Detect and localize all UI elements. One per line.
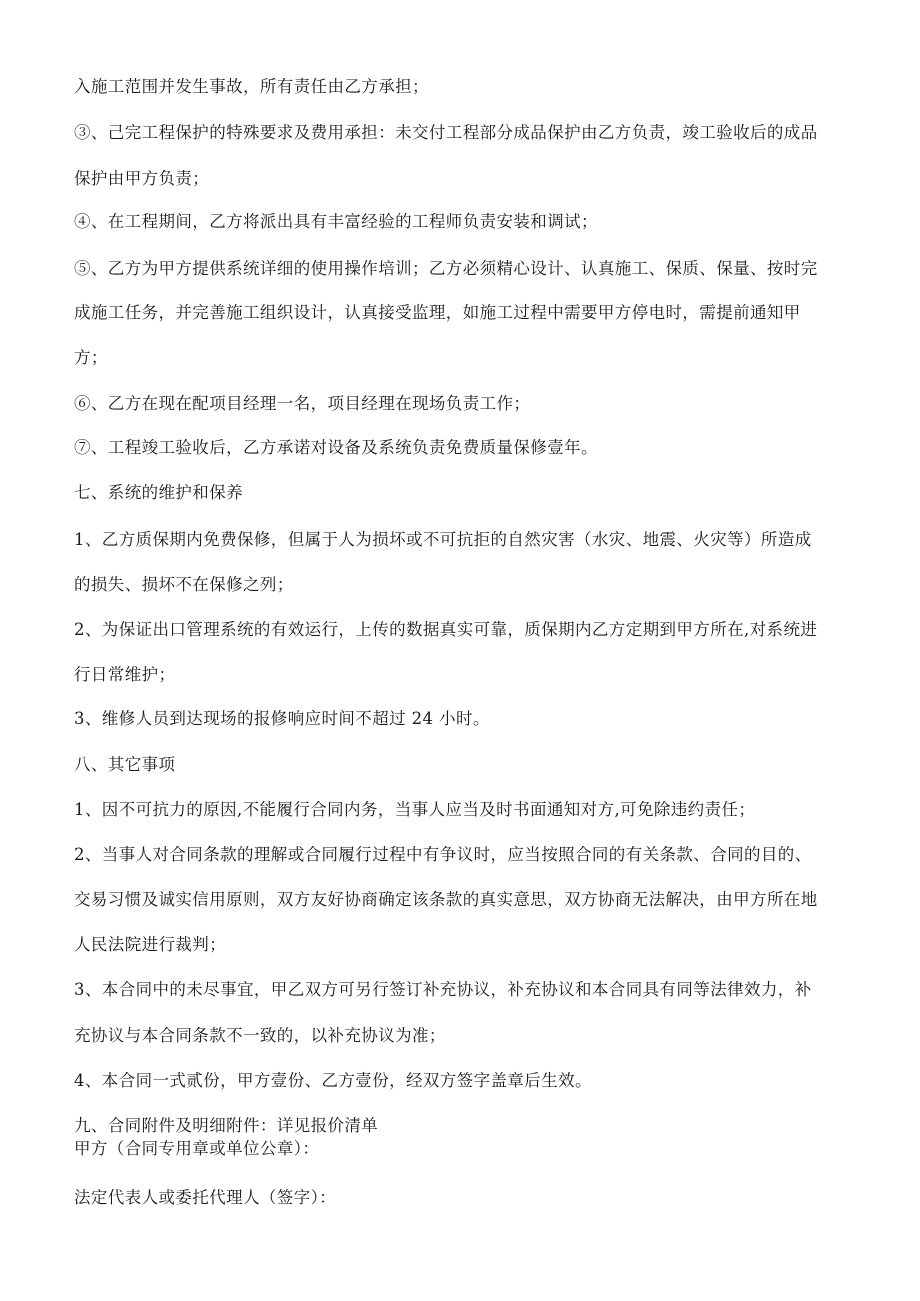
clause-item: 2、为保证出口管理系统的有效运行，上传的数据真实可靠，质保期内乙方定期到甲方所在,对系统进 bbox=[74, 620, 818, 639]
clause-item: 1、因不可抗力的原因,不能履行合同内务，当事人应当及时书面通知对方,可免除违约责任； bbox=[74, 800, 756, 819]
clause-item: 3、本合同中的未尽事宜，甲乙双方可另行签订补充协议，补充协议和本合同具有同等法律效力，补 bbox=[74, 980, 812, 999]
clause-item: 4、本合同一式贰份，甲方壹份、乙方壹份，经双方签字盖章后生效。 bbox=[74, 1071, 592, 1090]
signature-label-party-a: 甲方（合同专用章或单位公章）： bbox=[74, 1139, 320, 1158]
clause-item: ③、己完工程保护的特殊要求及费用承担：未交付工程部分成品保护由乙方负责，竣工验收后的成品 bbox=[74, 123, 818, 142]
clause-item: 2、当事人对合同条款的理解或合同履行过程中有争议时，应当按照合同的有关条款、合同的目的、 bbox=[74, 845, 812, 864]
section-heading: 八、其它事项 bbox=[74, 755, 176, 774]
text-line: 成施工任务，并完善施工组织设计，认真接受监理，如施工过程中需要甲方停电时，需提前通知甲 bbox=[74, 303, 801, 322]
text-line: 的损失、损坏不在保修之列； bbox=[74, 575, 294, 594]
signature-label-representative: 法定代表人或委托代理人（签字）： bbox=[74, 1188, 337, 1207]
clause-item: ⑦、工程竣工验收后，乙方承诺对设备及系统负责免费质量保修壹年。 bbox=[74, 438, 598, 457]
text-line: 人民法院进行裁判； bbox=[74, 935, 227, 954]
text-line: 行日常维护； bbox=[74, 665, 176, 684]
clause-item: 1、乙方质保期内免费保修，但属于人为损坏或不可抗拒的自然灾害（水灾、地震、火灾等）所造成 bbox=[74, 530, 812, 549]
text-line: 方； bbox=[74, 348, 108, 367]
clause-item: ⑥、乙方在现在配项目经理一名，项目经理在现场负责工作； bbox=[74, 394, 531, 413]
clause-item: 3、维修人员到达现场的报修响应时间不超过 24 小时。 bbox=[74, 709, 490, 728]
text-line: 充协议与本合同条款不一致的，以补充协议为准； bbox=[74, 1026, 446, 1045]
text-line: 入施工范围并发生事故，所有责任由乙方承担； bbox=[74, 77, 429, 96]
section-heading: 九、合同附件及明细附件：详见报价清单 bbox=[74, 1116, 379, 1135]
text-line: 交易习惯及诚实信用原则，双方友好协商确定该条款的真实意思，双方协商无法解决，由甲方所在地 bbox=[74, 890, 818, 909]
clause-item: ⑤、乙方为甲方提供系统详细的使用操作培训；乙方必须精心设计、认真施工、保质、保量、按时完 bbox=[74, 259, 818, 278]
section-heading: 七、系统的维护和保养 bbox=[74, 483, 243, 502]
clause-item: ④、在工程期间，乙方将派出具有丰富经验的工程师负责安装和调试； bbox=[74, 212, 598, 231]
text-line: 保护由甲方负责； bbox=[74, 169, 210, 188]
